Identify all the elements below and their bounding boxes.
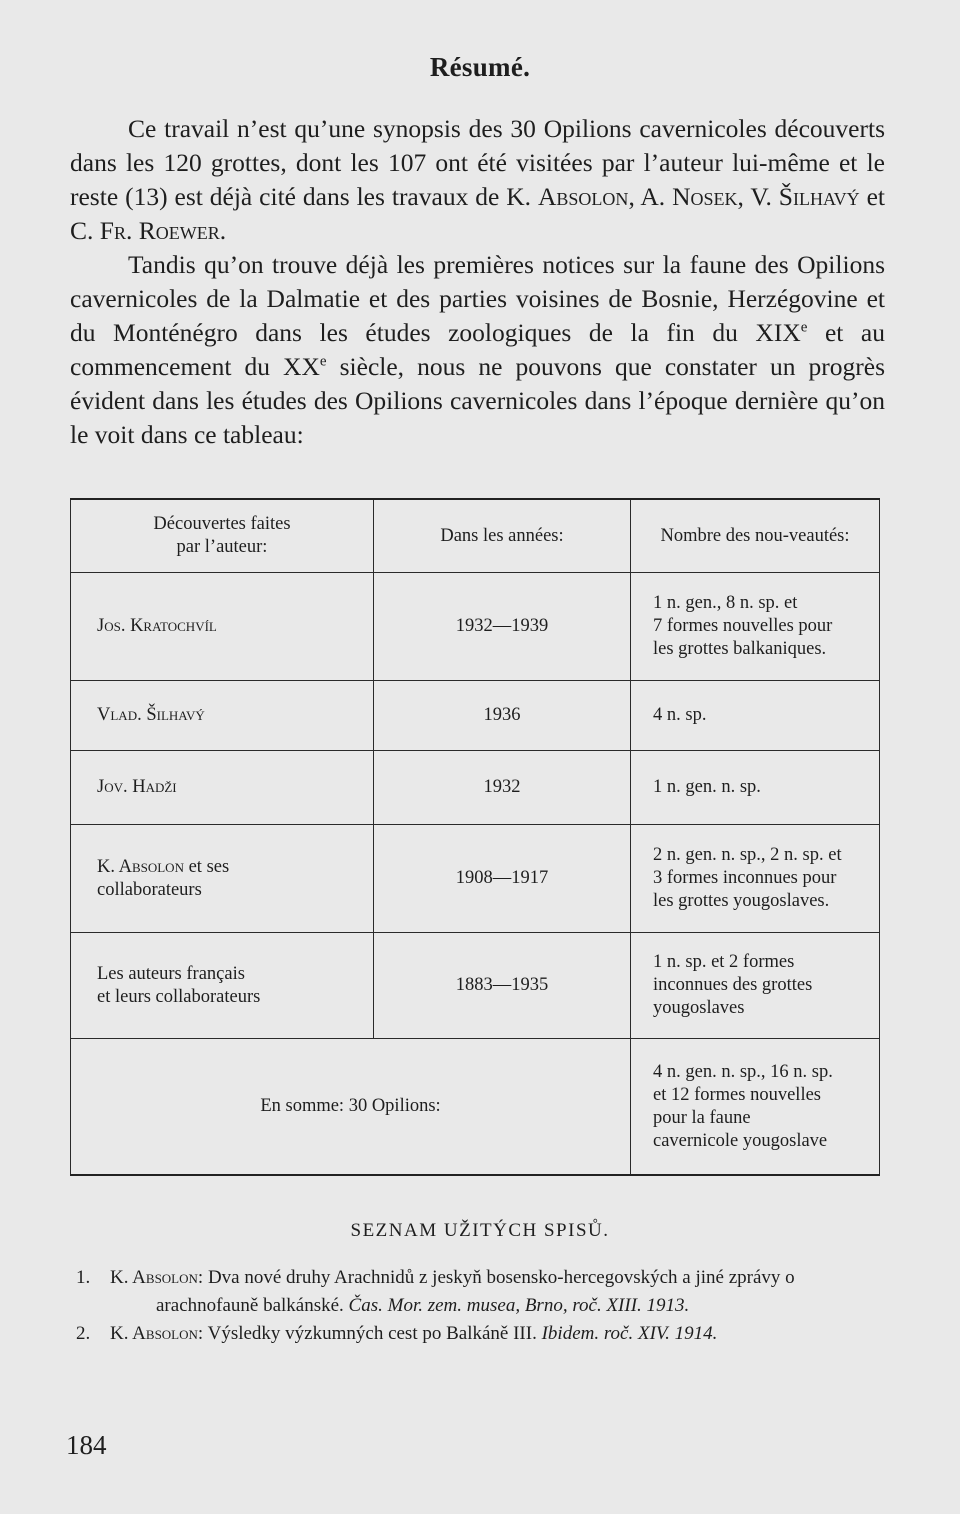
table-header-row	[71, 499, 880, 573]
name-line	[97, 856, 373, 879]
total-label: En somme: 30 Opilions:	[71, 1039, 631, 1175]
novelties-cell	[631, 933, 880, 1039]
discoverer-name: Jov. Hadži	[71, 751, 374, 825]
novelty-line: 2 n. gen. n. sp., 2 n. sp. et	[653, 845, 842, 866]
table-row	[71, 751, 880, 825]
p1-text: , A.	[628, 182, 673, 211]
novelties-cell	[631, 825, 880, 933]
discoverer-name: Jos. Kratochvíl	[71, 573, 374, 681]
name-line: et leurs collaborateurs	[97, 986, 261, 1007]
novelties-cell: 1 n. gen. n. sp.	[631, 751, 880, 825]
discoverer-name: Vlad. Šilhavý	[71, 681, 374, 751]
discoveries-table	[70, 498, 880, 1176]
total-novelties-cell	[631, 1039, 880, 1175]
p2-text: et au commencement du XX	[70, 318, 885, 381]
table-row	[71, 825, 880, 933]
paragraph-1	[70, 112, 885, 248]
item-number: 1.	[76, 1267, 91, 1288]
p1-text: , V.	[737, 182, 779, 211]
years-cell: 1883—1935	[374, 933, 631, 1039]
p1-text: .	[219, 216, 227, 245]
years-cell: 1936	[374, 681, 631, 751]
novelty-line: pour la faune	[653, 1107, 751, 1128]
novelty-line: yougoslaves	[653, 998, 745, 1019]
item-source: Čas. Mor. zem. musea, Brno, roč. XIII. 1913.	[348, 1295, 690, 1316]
novelty-line: 3 formes inconnues pour	[653, 868, 837, 889]
years-cell: 1932	[374, 751, 631, 825]
bibliography-list	[70, 1264, 885, 1348]
p2-text: Tandis qu’on trouve déjà les premières notices sur la faune des Opilions cavernicoles de la Dalmatie et des parties voisines de Bosnie, Herzégovine et du Monténégro dans les études zoologiques de la fin du XIX	[70, 250, 885, 347]
header-line: par l’auteur:	[176, 537, 268, 558]
novelty-line: 4 n. gen. n. sp., 16 n. sp.	[653, 1061, 833, 1082]
discoverer-name	[71, 933, 374, 1039]
table-row	[71, 933, 880, 1039]
novelty-line: cavernicole yougoslave	[653, 1130, 828, 1151]
author-absolon: Absolon	[538, 182, 629, 211]
header-discoveries	[71, 499, 374, 573]
bibliography-item	[70, 1320, 885, 1348]
superscript: e	[800, 319, 808, 336]
item-text: Dva nové druhy Arachnidů z jeskyň bosensko-hercegovských a jiné zprávy o arachnofauně balkánské.	[156, 1267, 795, 1316]
novelty-line: et 12 formes nouvelles	[653, 1084, 821, 1105]
table-total-row	[71, 1039, 880, 1175]
author-nosek: Nosek	[672, 182, 738, 211]
novelties-cell: 4 n. sp.	[631, 681, 880, 751]
item-author: K. Absolon:	[110, 1323, 204, 1344]
novelty-line: 1 n. sp. et 2 formes	[653, 952, 795, 973]
years-cell: 1908—1917	[374, 825, 631, 933]
p2-text: siècle, nous ne pouvons que constater un progrès évident dans les études des Opilions cavernicoles dans l’époque dernière qu’on le voit dans ce tableau:	[70, 352, 885, 449]
superscript: e	[319, 353, 327, 370]
header-novelties: Nombre des nou-veautés:	[631, 499, 880, 573]
bibliography-heading: SEZNAM UŽITÝCH SPISŮ.	[350, 1220, 610, 1241]
novelty-line: 7 formes nouvelles pour	[653, 616, 833, 637]
novelty-line: 1 n. gen., 8 n. sp. et	[653, 593, 798, 614]
novelty-line: inconnues des grottes	[653, 975, 813, 996]
item-number: 2.	[76, 1323, 91, 1344]
bibliography-item	[70, 1264, 885, 1320]
page-number: 184	[66, 1430, 107, 1460]
name-line: Les auteurs français	[97, 963, 245, 984]
author-absolon: K. Absolon	[97, 856, 184, 877]
header-years: Dans les années:	[374, 499, 631, 573]
item-source: Ibidem. roč. XIV. 1914.	[541, 1323, 718, 1344]
novelty-line: les grottes balkaniques.	[653, 639, 827, 660]
novelty-line: les grottes yougoslaves.	[653, 891, 830, 912]
name-suffix: et ses	[183, 856, 230, 877]
author-silhavy: Šilhavý	[778, 182, 860, 211]
author-roewer: Fr. Roewer	[99, 216, 220, 245]
novelties-cell	[631, 573, 880, 681]
p1-text: Ce travail n’est qu’une synopsis des 30 Opilions cavernicoles découverts dans les 120 grottes, dont les 107 ont été visitées par l’auteur lui-même et le reste (13) est déjà cité dans les travaux de K.	[70, 114, 885, 211]
resume-body	[70, 112, 885, 452]
resume-heading: Résumé.	[429, 52, 531, 82]
header-line: Découvertes faites	[153, 514, 291, 535]
name-line: collaborateurs	[97, 879, 202, 900]
table-row	[71, 681, 880, 751]
p1-text: et C.	[70, 182, 885, 245]
table-row	[71, 573, 880, 681]
item-author: K. Absolon:	[110, 1267, 204, 1288]
paragraph-2	[70, 248, 885, 452]
discoverer-name	[71, 825, 374, 933]
years-cell: 1932—1939	[374, 573, 631, 681]
item-text: Výsledky výzkumných cest po Balkáně III.	[203, 1323, 542, 1344]
